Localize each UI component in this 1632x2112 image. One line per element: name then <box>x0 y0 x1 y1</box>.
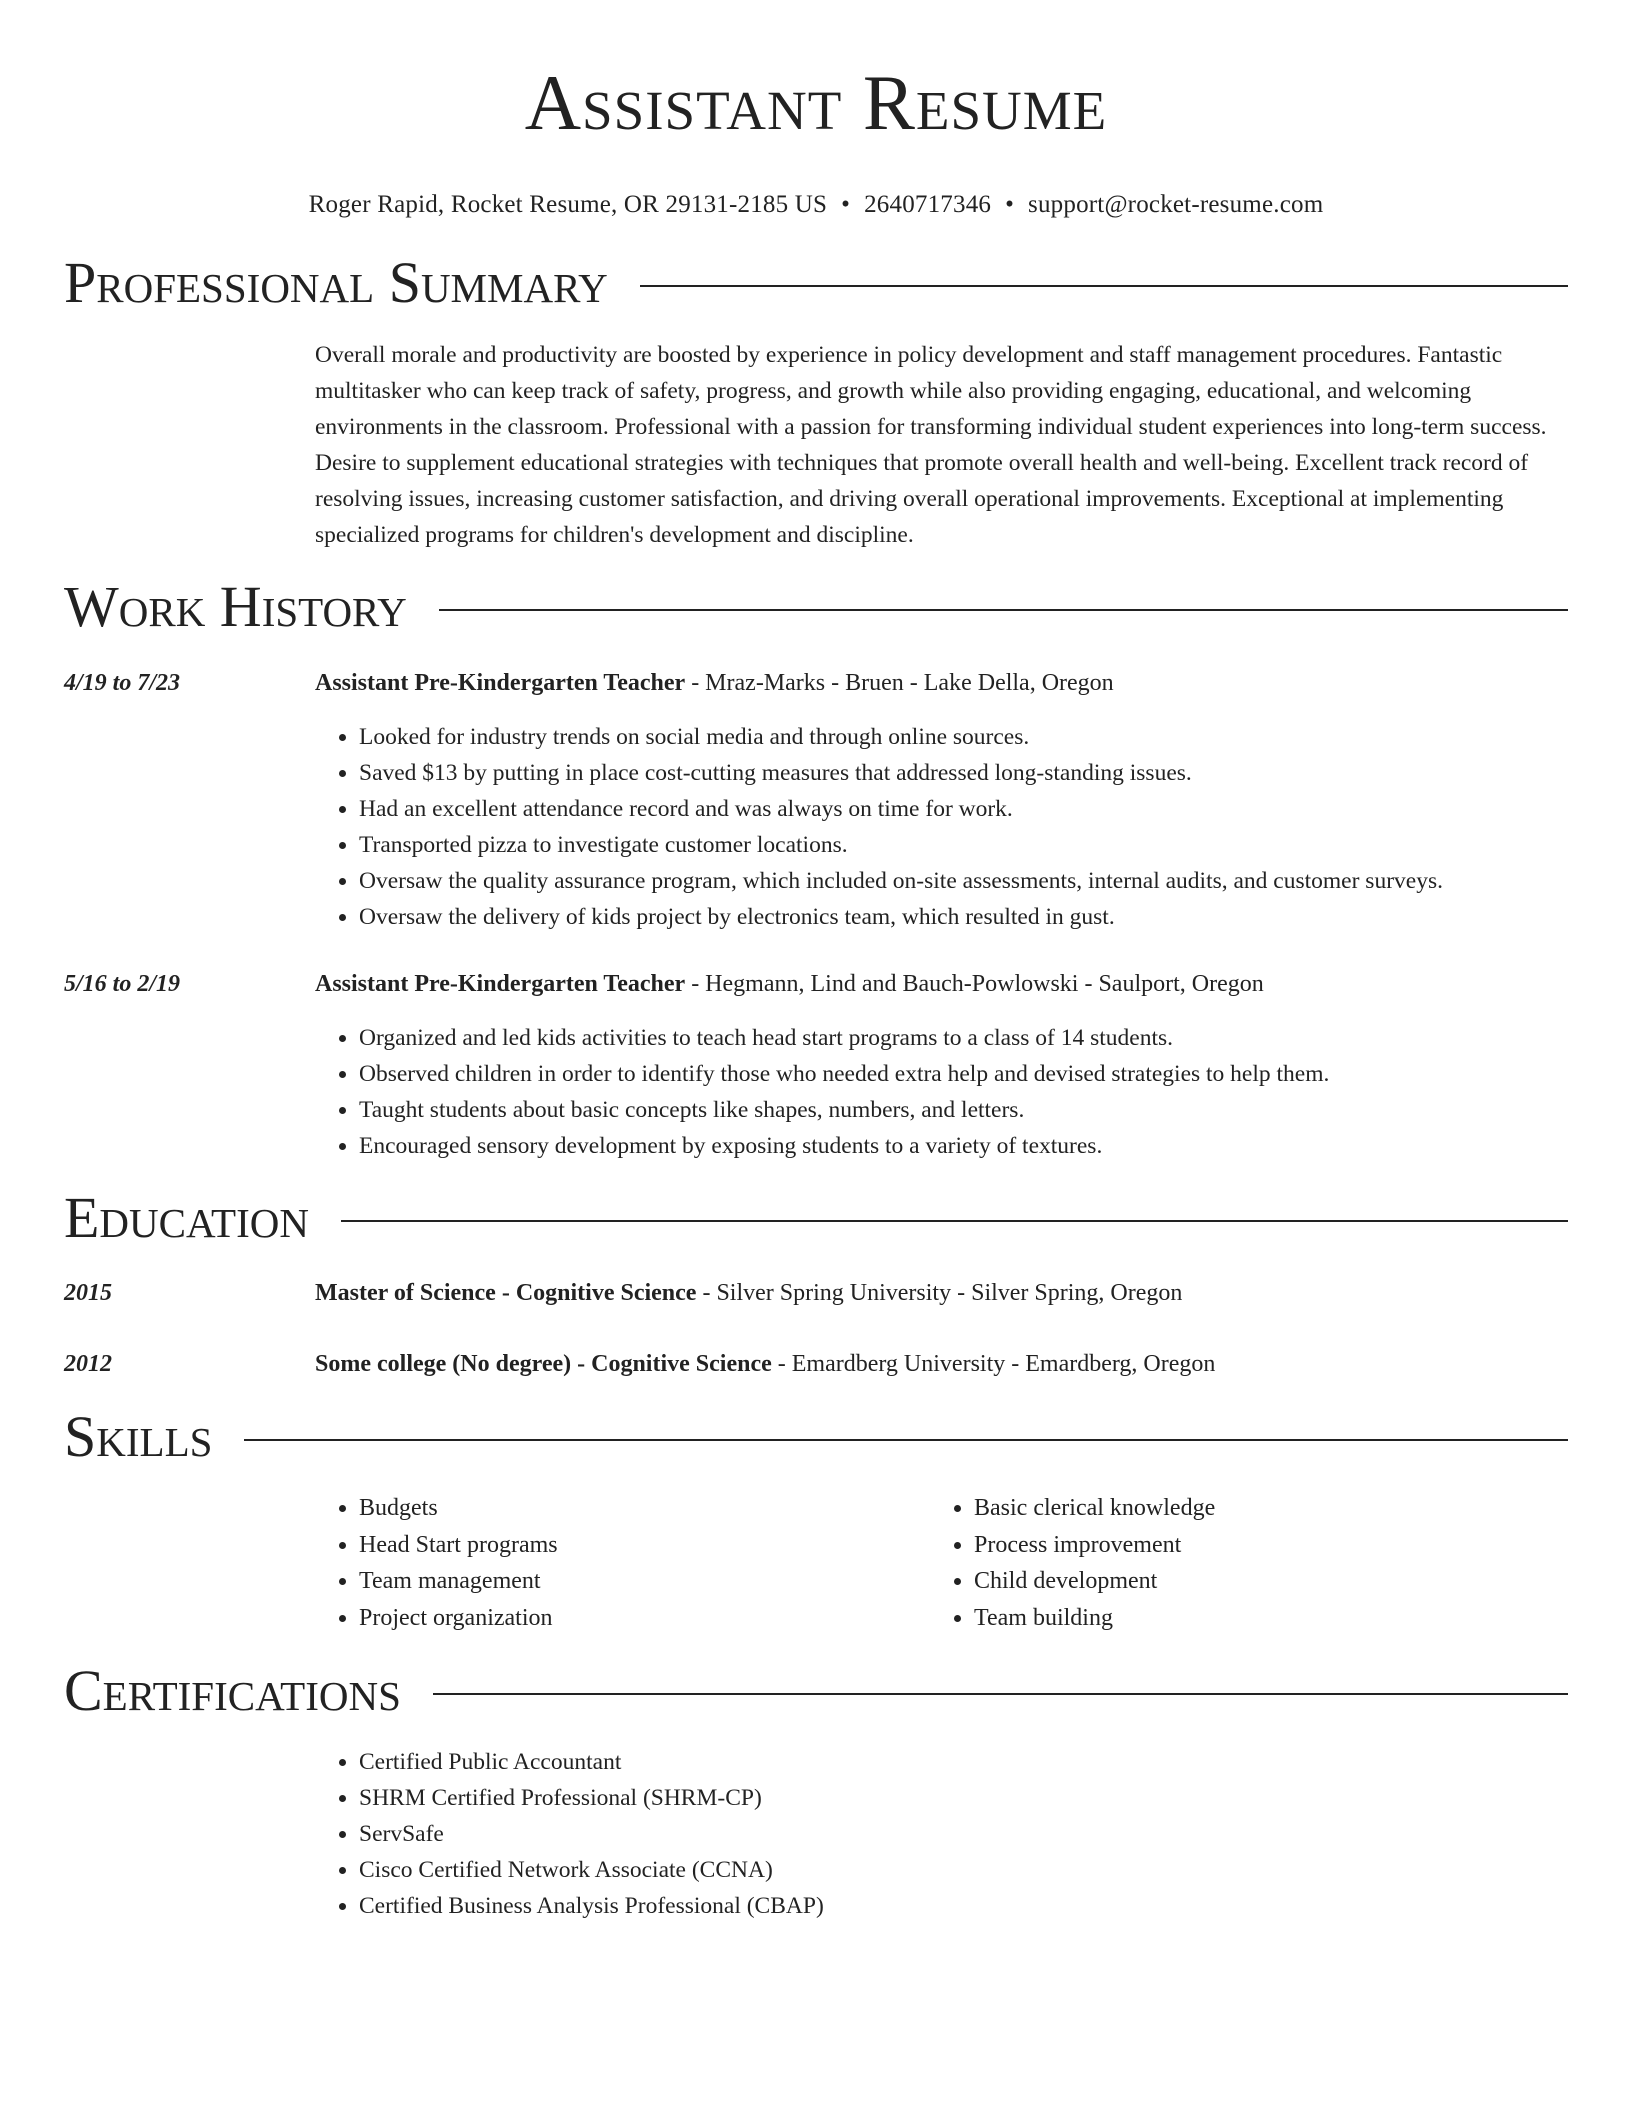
job-bullet: • Encouraged sensory development by exposing students to a variety of textures. <box>359 1128 1329 1164</box>
certification-item: • ServSafe <box>359 1816 824 1852</box>
job-heading <box>315 966 1264 1002</box>
certification-item: • Certified Public Accountant <box>359 1744 824 1780</box>
job-bullet: • Taught students about basic concepts like shapes, numbers, and letters. <box>359 1092 1329 1128</box>
education-details: - Emardberg University - Emardberg, Oregon <box>771 1351 1216 1377</box>
skill-item: • Budgets <box>359 1490 558 1527</box>
section-divider <box>640 285 1568 287</box>
education-details: - Silver Spring University - Silver Spring, Oregon <box>696 1280 1183 1306</box>
certifications-section-header <box>64 1658 1568 1724</box>
job-bullets <box>315 1020 1329 1164</box>
job-dates: 5/16 to 2/19 <box>64 971 181 997</box>
job-bullet: • Oversaw the quality assurance program, which included on-site assessments, internal audits, and customer surveys. <box>359 863 1443 899</box>
certification-item: • Certified Business Analysis Professional (CBAP) <box>359 1888 824 1924</box>
section-divider <box>439 609 1568 611</box>
summary-section-header <box>64 250 1568 316</box>
job-title: Assistant Pre-Kindergarten Teacher <box>315 971 686 997</box>
job-bullet: • Saved $13 by putting in place cost-cutting measures that addressed long-standing issues. <box>359 755 1443 791</box>
skills-list-left <box>315 1490 558 1637</box>
job-details: - Mraz-Marks - Bruen - Lake Della, Oregon <box>685 670 1114 696</box>
certifications-heading: Certifications <box>64 1658 401 1723</box>
education-degree: Some college (No degree) - Cognitive Science <box>315 1351 772 1377</box>
job-dates: 4/19 to 7/23 <box>64 670 181 696</box>
certification-item: • Cisco Certified Network Associate (CCNA) <box>359 1852 824 1888</box>
contact-phone: 2640717346 <box>864 191 992 218</box>
skills-section-header <box>64 1404 1568 1470</box>
work-section-header <box>64 574 1568 640</box>
contact-separator: • <box>1005 191 1015 218</box>
contact-address: Roger Rapid, Rocket Resume, OR 29131-2185 US <box>308 191 828 218</box>
contact-separator: • <box>841 191 851 218</box>
job-bullet: • Looked for industry trends on social media and through online sources. <box>359 719 1443 755</box>
skill-item: • Child development <box>974 1563 1215 1600</box>
job-bullet: • Organized and led kids activities to teach head start programs to a class of 14 students. <box>359 1020 1329 1056</box>
resume-page <box>64 0 1568 1919</box>
section-divider <box>244 1439 1568 1441</box>
skill-item: • Project organization <box>359 1600 558 1637</box>
contact-line <box>64 190 1568 220</box>
skill-item: • Head Start programs <box>359 1527 558 1564</box>
skill-item: • Team building <box>974 1600 1215 1637</box>
education-section-header <box>64 1185 1568 1251</box>
skills-heading: Skills <box>64 1404 213 1469</box>
summary-text: Overall morale and productivity are boosted by experience in policy development and staff management procedures. Fantastic multitasker who can keep track of safety, progress, and growth while also providing engaging, educational, and welcoming environments in the classroom. Professional with a passion for transforming individual student experiences into long-term success. Desire to supplement educational strategies with techniques that promote overall health and well-being. Excellent track record of resolving issues, increasing customer satisfaction, and driving overall operational improvements. Exceptional at implementing specialized programs for children's development and discipline. <box>315 342 1547 548</box>
contact-email: support@rocket-resume.com <box>1028 191 1324 218</box>
job-title: Assistant Pre-Kindergarten Teacher <box>315 670 686 696</box>
education-entry <box>315 1275 1182 1311</box>
skill-item: • Basic clerical knowledge <box>974 1490 1215 1527</box>
skill-item: • Process improvement <box>974 1527 1215 1564</box>
education-year: 2012 <box>64 1351 112 1377</box>
education-degree: Master of Science - Cognitive Science <box>315 1280 697 1306</box>
skill-item: • Team management <box>359 1563 558 1600</box>
job-bullet: • Observed children in order to identify those who needed extra help and devised strategies to help them. <box>359 1056 1329 1092</box>
job-bullets <box>315 719 1443 935</box>
resume-title: Assistant Resume <box>524 59 1108 146</box>
education-entry <box>315 1346 1215 1382</box>
job-details: - Hegmann, Lind and Bauch-Powlowski - Saulport, Oregon <box>685 971 1264 997</box>
education-year: 2015 <box>64 1280 112 1306</box>
job-bullet: • Had an excellent attendance record and was always on time for work. <box>359 791 1443 827</box>
certifications-list <box>315 1744 824 1924</box>
skills-list-right <box>930 1490 1215 1637</box>
section-divider <box>341 1220 1568 1222</box>
section-divider <box>433 1693 1568 1695</box>
job-bullet: • Oversaw the delivery of kids project by electronics team, which resulted in gust. <box>359 899 1443 935</box>
certification-item: • SHRM Certified Professional (SHRM-CP) <box>359 1780 824 1816</box>
summary-heading: Professional Summary <box>64 250 608 315</box>
work-heading: Work History <box>64 574 407 639</box>
job-heading <box>315 665 1114 701</box>
education-heading: Education <box>64 1185 309 1250</box>
job-bullet: • Transported pizza to investigate customer locations. <box>359 827 1443 863</box>
